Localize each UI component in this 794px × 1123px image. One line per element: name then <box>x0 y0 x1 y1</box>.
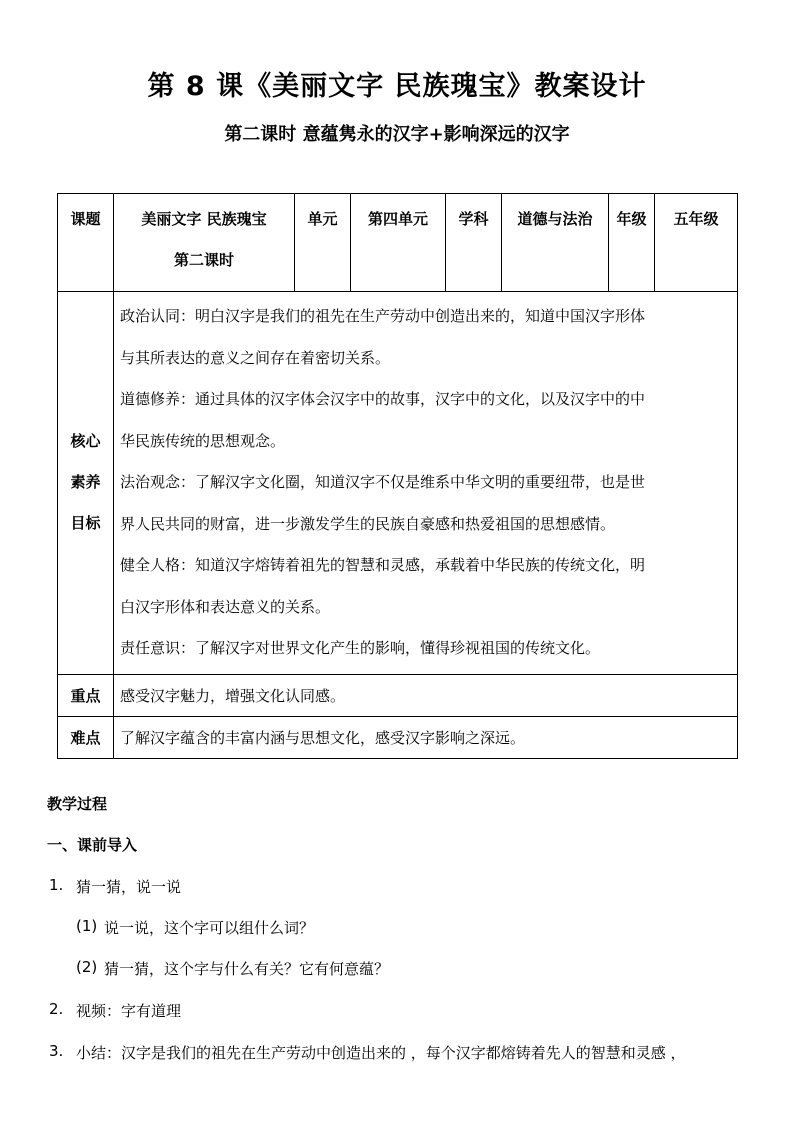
difficulty-text: 了解汉字蕴含的丰富内涵与思想文化，感受汉字影响之深远。 <box>114 716 738 758</box>
core-label-line3: 目标 <box>70 514 101 533</box>
core-label-line2: 素养 <box>70 473 101 492</box>
core-goals-row <box>58 292 738 675</box>
item-text: 猜一猜，这个字与什么有关？它有何意蕴？ <box>104 960 390 978</box>
topic-value-line1: 美丽文字 民族瑰宝 <box>141 210 267 228</box>
list-item <box>76 958 390 978</box>
core-line: 华民族传统的思想观念。 <box>120 431 286 450</box>
item-text: 视频：字有道理 <box>76 1002 182 1020</box>
subject-value: 道德与法治 <box>502 194 609 292</box>
list-item <box>76 917 315 937</box>
core-goals-content <box>114 292 738 675</box>
key-point-text: 感受汉字魅力，增强文化认同感。 <box>114 674 738 716</box>
core-line: 责任意识：了解汉字对世界文化产生的影响，懂得珍视祖国的传统文化。 <box>120 639 601 657</box>
topic-label: 课题 <box>58 194 114 292</box>
item-number: (2) <box>76 958 98 976</box>
section-intro-heading: 一、课前导入 <box>47 836 138 854</box>
key-point-label: 重点 <box>58 674 114 716</box>
lesson-plan-table <box>57 193 738 759</box>
item-number: 1. <box>49 876 64 894</box>
core-line: 与其所表达的意义之间存在着密切关系。 <box>120 348 391 367</box>
page-subtitle: 第二课时 意蕴隽永的汉字+影响深远的汉字 <box>224 124 570 145</box>
key-point-row <box>58 674 738 716</box>
subject-label: 学科 <box>446 194 502 292</box>
core-label-line1: 核心 <box>70 432 101 451</box>
difficulty-label: 难点 <box>58 716 114 758</box>
list-item <box>49 1000 182 1020</box>
core-goals-label <box>58 292 114 675</box>
core-line: 界人民共同的财富，进一步激发学生的民族自豪感和热爱祖国的思想感情。 <box>120 514 616 533</box>
topic-value-line2: 第二课时 <box>173 251 234 269</box>
core-line: 白汉字形体和表达意义的关系。 <box>120 597 331 616</box>
unit-value: 第四单元 <box>351 194 446 292</box>
grade-label: 年级 <box>609 194 655 292</box>
table-header-row <box>58 194 738 292</box>
unit-label: 单元 <box>295 194 351 292</box>
core-line: 健全人格：知道汉字熔铸着祖先的智慧和灵感，承载着中华民族的传统文化，明 <box>120 556 646 574</box>
list-item <box>49 1042 686 1062</box>
item-text: 小结：汉字是我们的祖先在生产劳动中创造出来的 ，每个汉字都熔铸着先人的智慧和灵感 ， <box>76 1044 686 1062</box>
item-number: 2. <box>49 1000 64 1018</box>
item-text: 猜一猜，说一说 <box>76 878 182 896</box>
core-line: 道德修养：通过具体的汉字体会汉字中的故事，汉字中的文化，以及汉字中的中 <box>120 390 646 408</box>
core-line: 法治观念：了解汉字文化圈，知道汉字不仅是维系中华文明的重要纽带，也是世 <box>120 473 646 491</box>
core-line: 政治认同：明白汉字是我们的祖先在生产劳动中创造出来的，知道中国汉字形体 <box>120 307 646 325</box>
item-text: 说一说，这个字可以组什么词？ <box>104 919 315 937</box>
item-number: 3. <box>49 1042 64 1060</box>
item-number: (1) <box>76 917 98 935</box>
topic-value <box>114 194 295 292</box>
grade-value: 五年级 <box>655 194 738 292</box>
list-item <box>49 876 182 896</box>
process-heading: 教学过程 <box>47 795 108 813</box>
difficulty-row <box>58 716 738 758</box>
page-title: 第 8 课《美丽文字 民族瑰宝》教案设计 <box>147 71 647 102</box>
